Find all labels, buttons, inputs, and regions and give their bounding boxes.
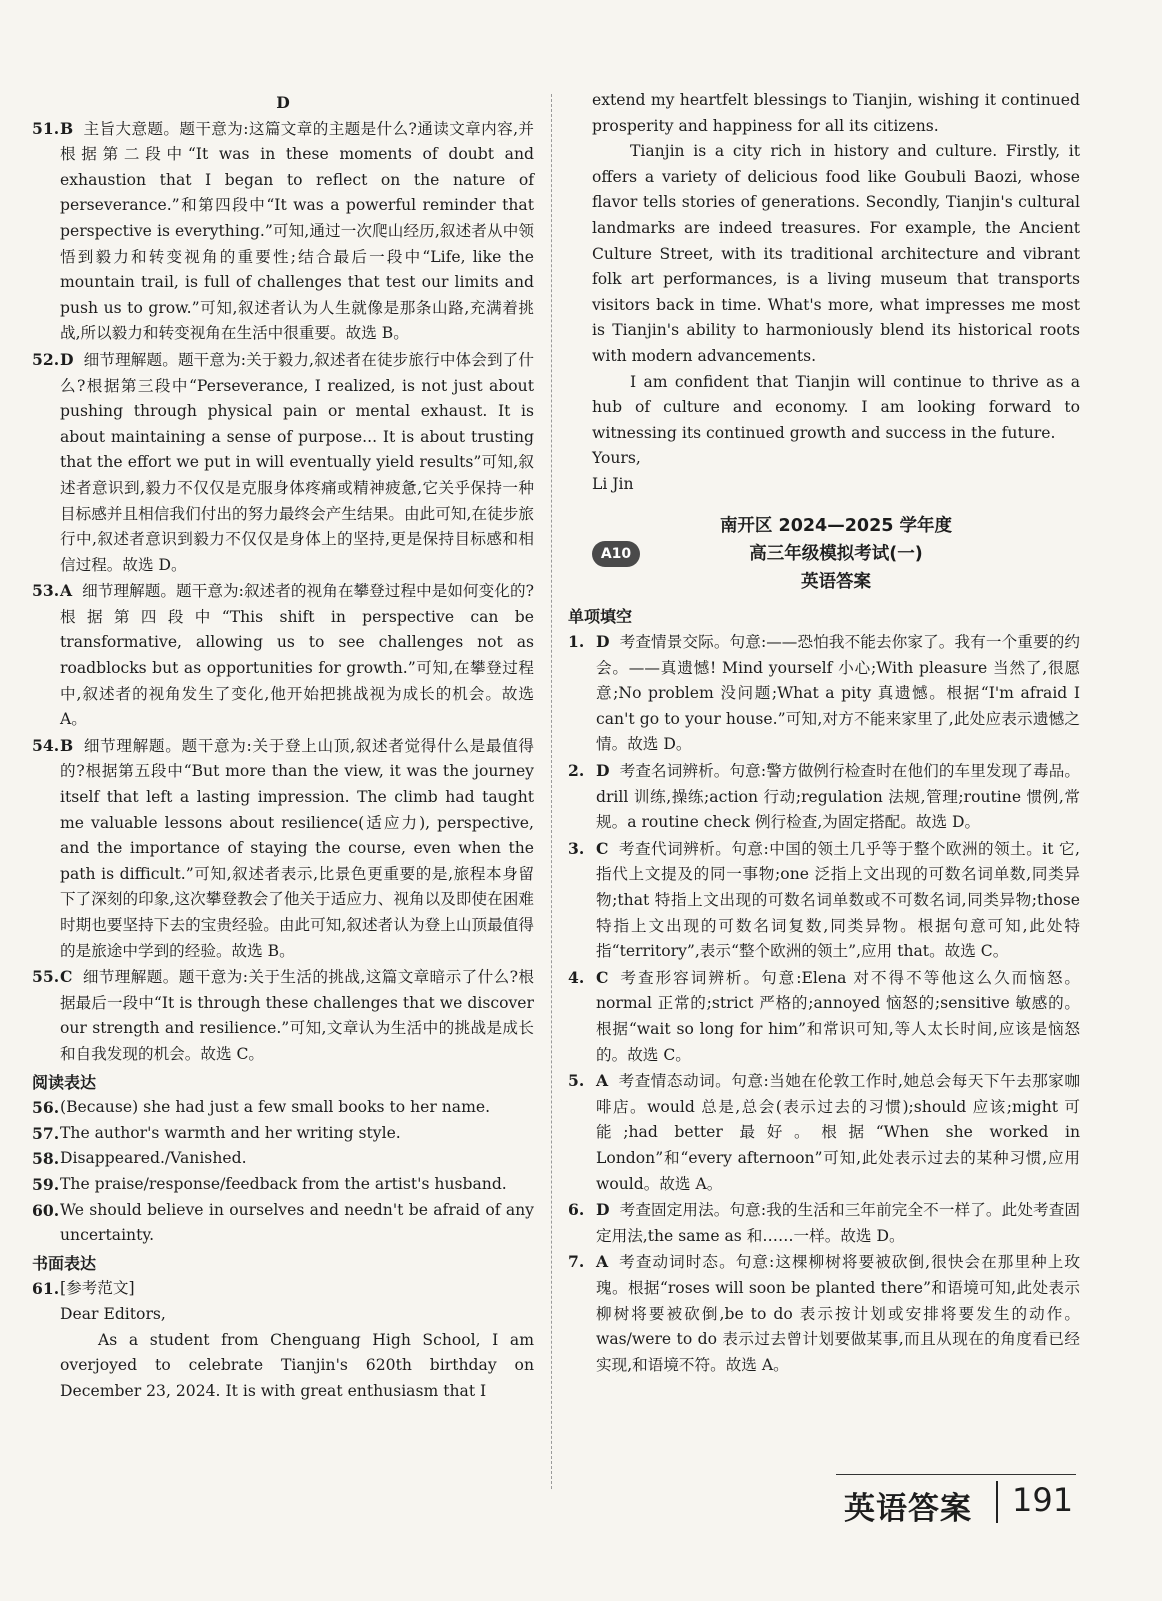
answer-list-d [32,116,534,1068]
answer-item [568,1197,1080,1249]
item-text: [参考范文] [60,1279,135,1298]
column-divider [551,94,552,1489]
item-number: 60. [32,1200,60,1220]
answer-letter: D [60,349,74,369]
answer-item [32,347,534,578]
answer-item [32,733,534,964]
page-number: 191 [1012,1481,1074,1519]
explanation-text: 考查代词辨析。句意:中国的领土几乎等于整个欧洲的领土。it 它,指代上文提及的同一事物;one 泛指上文出现的可数名词单数,同类异物;that 特指上文出现的可数名词单数或不可数名词,同类异物;those 特指上文出现的可数名词复数,同类异物。根据句意可知,此处特指“territory”,表示“整个欧洲的领土”,应用 that。故选 C。 [596,839,1080,961]
explanation-text: Disappeared./Vanished. [60,1149,247,1168]
explanation-text: (Because) she had just a few small books to her name. [60,1098,491,1117]
answer-letter: B [60,735,74,755]
answer-item [32,964,534,1067]
single-choice-heading: 单项填空 [568,606,633,626]
answer-item [568,965,1080,1068]
item-number: 2. [568,761,585,781]
item-number: 4. [568,967,585,987]
letter-closing: Yours, [592,449,641,468]
answer-letter: A [60,581,73,601]
answer-item [568,836,1080,965]
explanation-text: 主旨大意题。题干意为:这篇文章的主题是什么?通读文章内容,并根据第二段中“It was in these moments of doubt and exhaustion that I began to reflect on the nature of perseverance.”和第四段中“It was a powerful reminder that perspective is everything.”可知,通过一次爬山经历,叙述者从中领悟到毅力和转变视角的重要性;结合最后一段中“Life, like the mountain trail, is full of challenges that test our limits and push us to grow.”可知,叙述者认为人生就像是那条山路,充满着挑战,所以毅力和转变视角在生活中很重要。故选 B。 [60,119,534,343]
answer-letter: D [596,632,610,652]
left-column [32,88,534,1404]
answer-letter: D [596,1200,610,1220]
exam-title-line-2: 高三年级模拟考试(一) [749,543,923,564]
item-number: 58. [32,1149,60,1169]
footer-title: 英语答案 [844,1491,972,1527]
exam-title-line-3: 英语答案 [801,571,871,592]
answer-letter: C [596,838,609,858]
writing-heading: 书面表达 [32,1253,97,1273]
exam-title-block [592,512,1080,596]
answer-item [32,116,534,347]
answer-item [32,1095,534,1121]
explanation-text: 考查动词时态。句意:这棵柳树将要被砍倒,很快会在那里种上玫瑰。根据“roses will soon be planted there”和语境可知,此处表示柳树将要被砍倒,be to do 表示按计划或安排将要发生的动作。was/were to do 表示过去曾计划要做某事,而且从现在的角度看已经实现,和语境不符。故选 A。 [596,1253,1080,1374]
answer-item [32,1198,534,1249]
explanation-text: 考查固定用法。句意:我的生活和三年前完全不一样了。此处考查固定用法,the same as 和……一样。故选 D。 [596,1201,1080,1245]
letter-paragraph-1-continued: extend my heartfelt blessings to Tianjin, wishing it continued prosperity and happiness for all its citizens. [592,91,1080,135]
letter-greeting: Dear Editors, [60,1304,166,1323]
item-number: 5. [568,1071,585,1091]
answer-item [568,1249,1080,1378]
reading-expression-heading: 阅读表达 [32,1072,97,1092]
letter-signature: Li Jin [592,474,634,493]
item-number: 1. [568,632,585,652]
item-number: 61. [32,1279,60,1299]
item-number: 52. [32,349,60,369]
answer-item [32,1121,534,1147]
explanation-text: 细节理解题。题干意为:关于登上山顶,叙述者觉得什么是最值得的?根据第五段中“But more than the view, it was the journey itself that left a lasting impression. The climb had taught me valuable lessons about resilience(适应力), perspective, and the importance of staying the course, even when the path is difficult.”可知,叙述者表示,比景色更重要的是,旅程本身留下了深刻的印象,这次攀登教会了他关于适应力、视角以及即使在困难时期也要坚持下去的宝贵经验。由此可知,叙述者认为登上山顶最值得的是旅途中学到的经验。故选 B。 [60,736,534,960]
answer-item [568,629,1080,758]
item-number: 55. [32,967,60,987]
explanation-text: 细节理解题。题干意为:关于生活的挑战,这篇文章暗示了什么?根据最后一段中“It is through these challenges that we discover our strength and resilience.”可知,文章认为生活中的挑战是成长和自我发现的机会。故选 C。 [60,968,534,1063]
answer-item [32,1146,534,1172]
answer-item [32,1172,534,1198]
exam-badge: A10 [592,541,640,567]
explanation-text: 考查情景交际。句意:——恐怕我不能去你家了。我有一个重要的约会。——真遗憾! Mind yourself 小心;With pleasure 当然了,很愿意;No problem 没问题;What a pity 真遗憾。根据“I'm afraid I can't go to your house.”可知,对方不能来家里了,此处应表示遗憾之情。故选 D。 [596,633,1080,754]
letter-paragraph-2: Tianjin is a city rich in history and culture. Firstly, it offers a variety of delicious food like Goubuli Baozi, whose flavor tells stories of generations. Secondly, Tianjin's cultural landmarks are indeed treasures. For example, the Ancient Culture Street, with its traditional architecture and vibrant folk art performances, is a living museum that transports visitors back in time. What's more, what impresses me most is Tianjin's ability to harmoniously blend its historical roots with modern advancements. [592,142,1080,365]
letter-paragraph-1: As a student from Chenguang High School, I am overjoyed to celebrate Tianjin's 620th birthday on December 23, 2024. It is with great enthusiasm that I [60,1330,534,1400]
answer-item [568,1068,1080,1197]
item-number: 6. [568,1200,585,1220]
item-number: 59. [32,1174,60,1194]
item-number: 3. [568,838,585,858]
sample-letter-continued [592,88,1080,498]
item-number: 57. [32,1123,60,1143]
answer-letter: A [596,1252,609,1272]
item-number: 51. [32,118,60,138]
letter-paragraph-3: I am confident that Tianjin will continue to thrive as a hub of culture and economy. I am looking forward to witnessing its continued growth and success in the future. [592,372,1080,442]
explanation-text: 考查情态动词。句意:当她在伦敦工作时,她总会每天下午去那家咖啡店。would 总是,总会(表示过去的习惯);should 应该;might 可能;had better 最好。根据“When she worked in London”和“every afternoon”可知,此处表示过去的某种习惯,应用 would。故选 A。 [596,1072,1080,1193]
answer-letter: A [596,1071,609,1091]
footer-separator [996,1481,998,1523]
answer-item [32,578,534,733]
explanation-text: 细节理解题。题干意为:关于毅力,叙述者在徒步旅行中体会到了什么?根据第三段中“Perseverance, I realized, is not just about pushing through physical pain or mental exhaust. It is about maintaining a sense of purpose... It is about trusting that the effort we put in will eventually yield results”可知,叙述者意识到,毅力不仅仅是克服身体疼痛或精神疲惫,它关乎保持一种目标感并且相信我们付出的努力最终会产生结果。由此可知,在徒步旅行中,叙述者意识到毅力不仅仅是身体上的坚持,更是保持目标感和相信过程。故选 D。 [60,350,534,574]
item-number: 7. [568,1252,585,1272]
answer-letter: C [596,967,609,987]
answer-letter: C [60,967,73,987]
explanation-text: 考查名词辨析。句意:警方做例行检查时在他们的车里发现了毒品。drill 训练,操练;action 行动;regulation 法规,管理;routine 惯例,常规。a routine check 例行检查,为固定搭配。故选 D。 [596,762,1080,832]
explanation-text: The author's warmth and her writing style. [60,1123,401,1142]
reading-answer-list [32,1095,534,1249]
page-footer [836,1474,1076,1531]
explanation-text: 细节理解题。题干意为:叙述者的视角在攀登过程中是如何变化的?根据第四段中“This shift in perspective can be transformative, allowing us to see challenges not as roadblocks but as opportunities for growth.”可知,在攀登过程中,叙述者的视角发生了变化,他开始把挑战视为成长的机会。故选 A。 [60,582,534,729]
answer-letter: B [60,118,74,138]
answer-list-single-choice [568,629,1080,1378]
exam-title-line-1: 南开区 2024—2025 学年度 [719,515,953,536]
right-column [568,88,1080,1378]
explanation-text: We should believe in ourselves and needn't be afraid of any uncertainty. [60,1200,534,1245]
sample-letter [32,1302,534,1404]
item-number: 53. [32,581,60,601]
item-number: 54. [32,735,60,755]
answer-item [568,758,1080,836]
answer-letter: D [596,761,610,781]
item-number: 56. [32,1098,60,1118]
explanation-text: The praise/response/feedback from the artist's husband. [60,1174,507,1193]
writing-item [32,1276,534,1302]
section-letter: D [276,93,290,112]
explanation-text: 考查形容词辨析。句意:Elena 对不得不等他这么久而恼怒。normal 正常的;strict 严格的;annoyed 恼怒的;sensitive 敏感的。根据“wait so long for him”和常识可知,等人太长时间,应该是恼怒的。故选 C。 [596,968,1080,1064]
